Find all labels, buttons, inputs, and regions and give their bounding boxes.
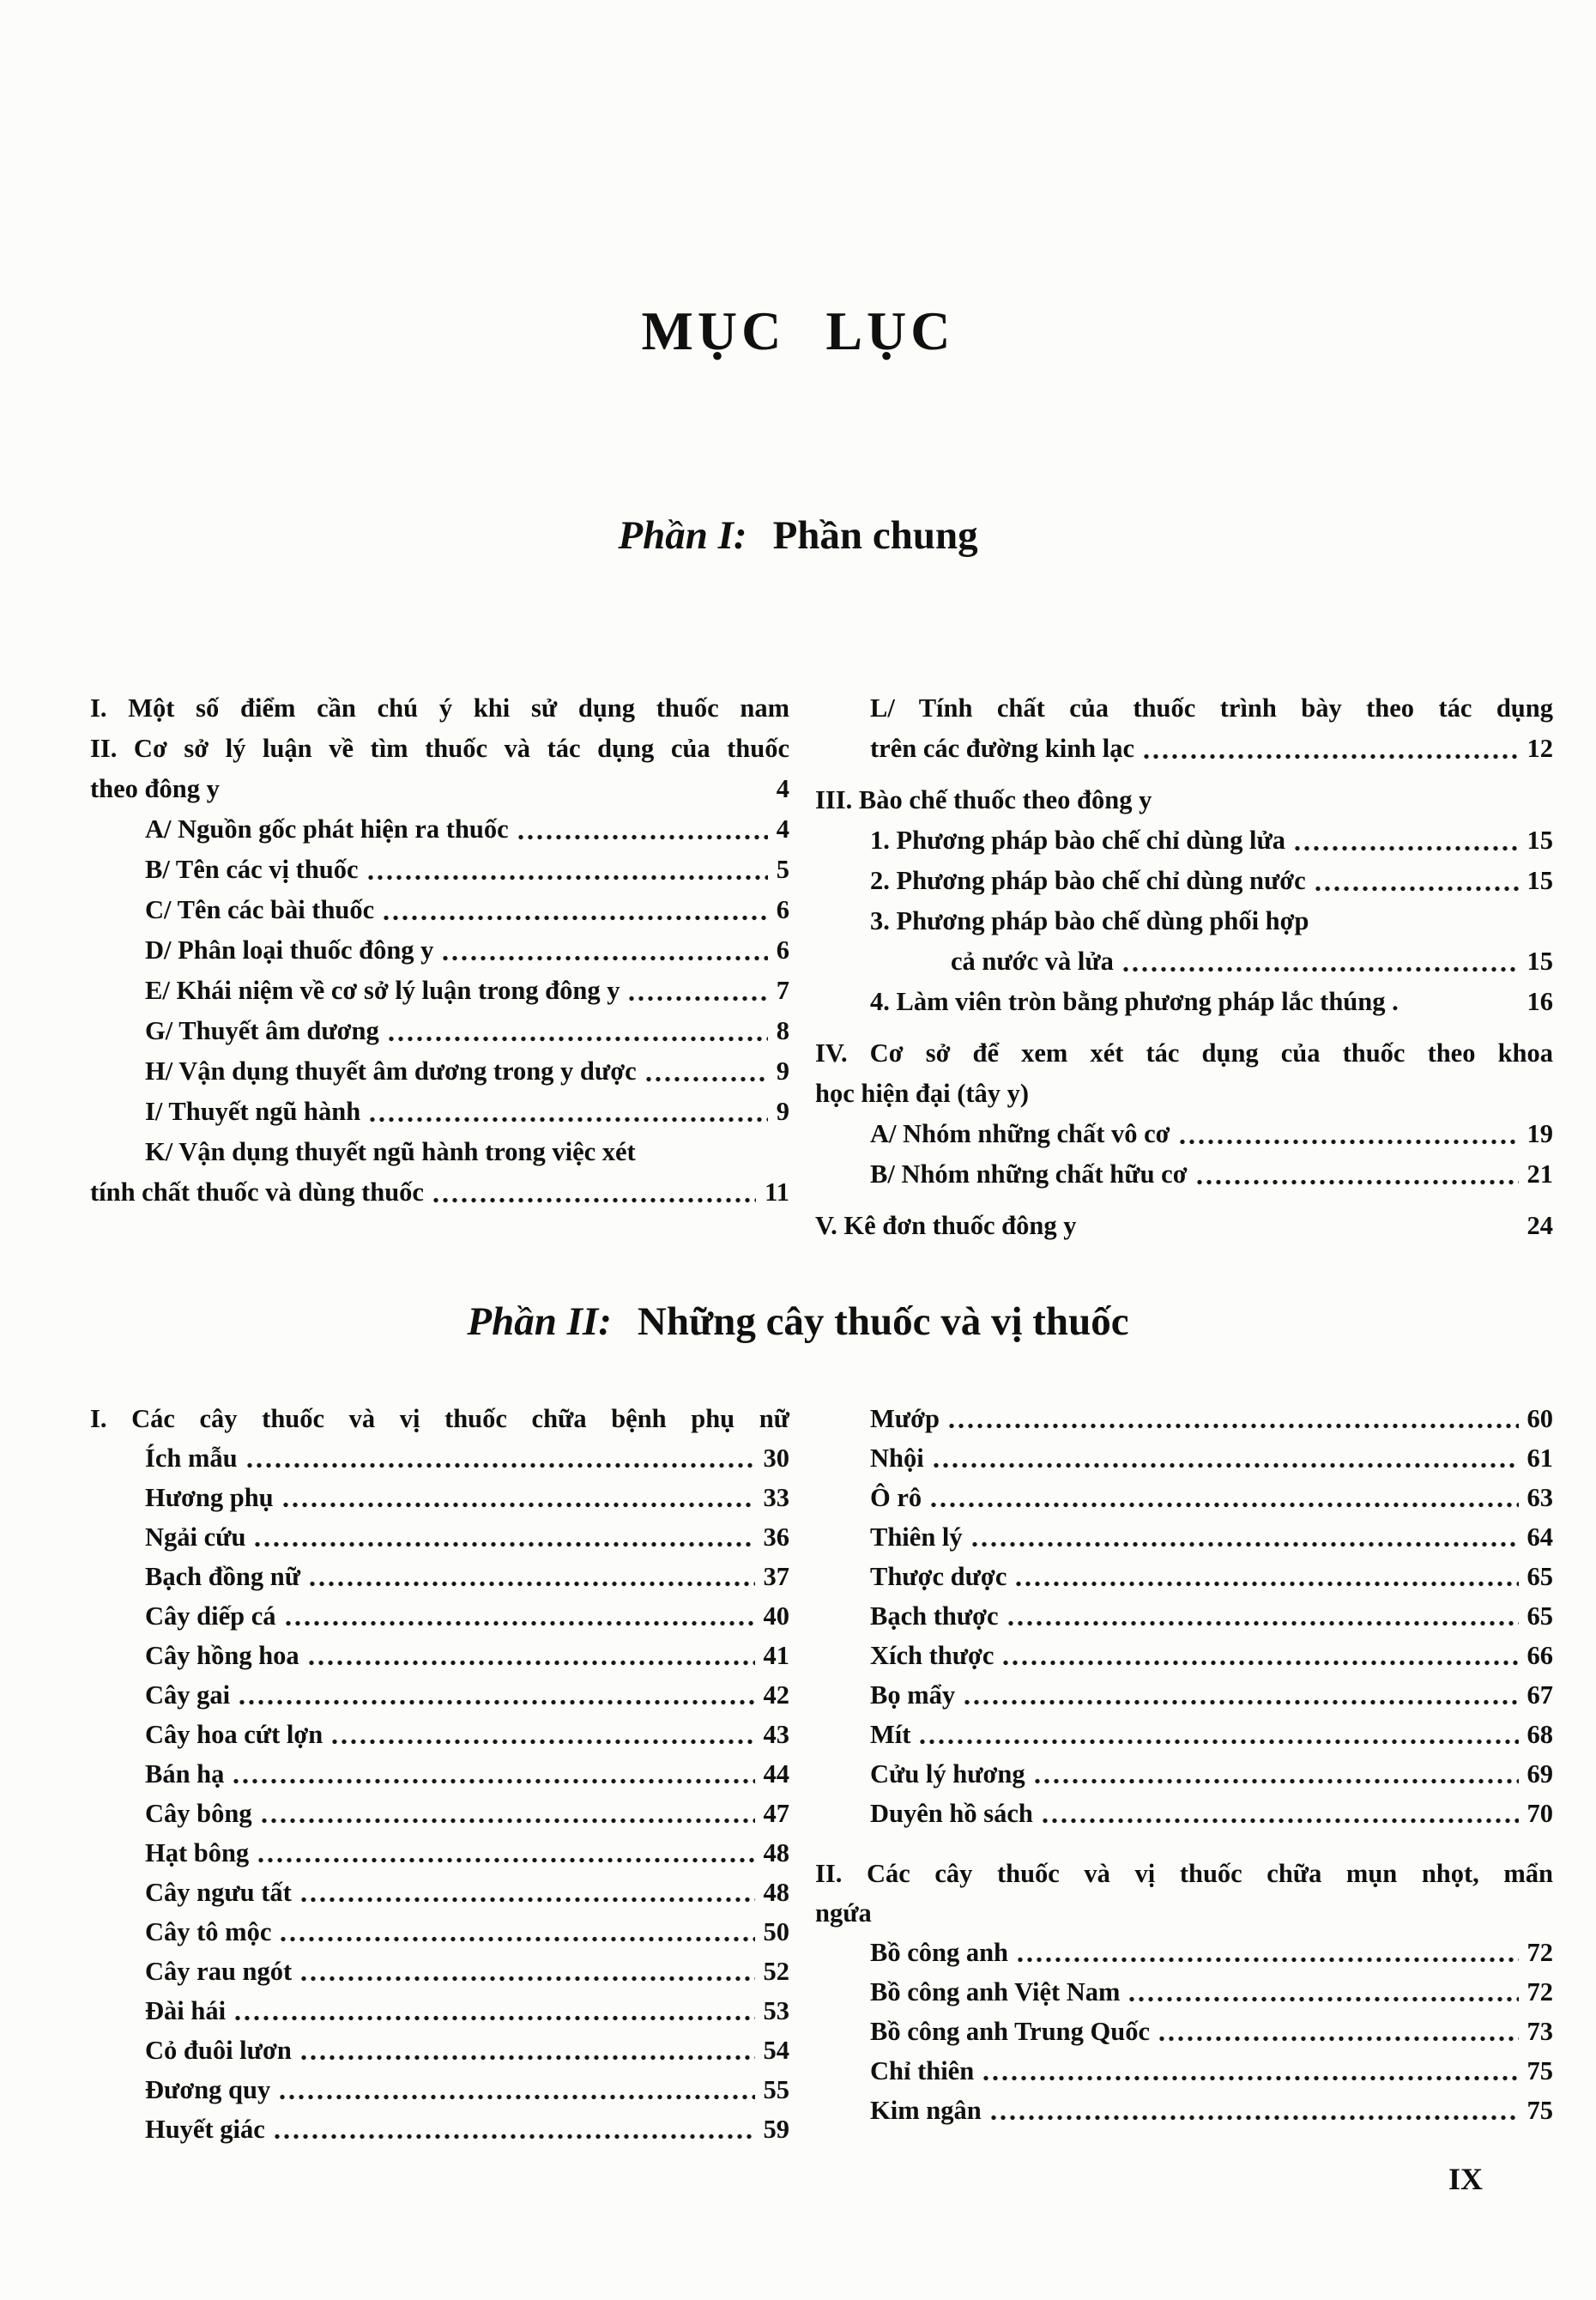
- dot-leader: [517, 834, 768, 840]
- entry-page-number: 9: [776, 1097, 789, 1126]
- part2-right-column: [815, 1399, 1553, 2130]
- entry-text: D/ Phân loại thuốc đông y: [145, 935, 434, 965]
- entry-page-number: 19: [1526, 1119, 1553, 1148]
- entry-text: I/ Thuyết ngũ hành: [145, 1097, 361, 1126]
- entry-page-number: 50: [763, 1917, 789, 1946]
- dot-leader: [366, 875, 768, 881]
- entry-text: Bạch thược: [870, 1601, 999, 1631]
- entry-text: III. Bào chế thuốc theo đông y: [815, 785, 1152, 814]
- entry-text: Bạch đồng nữ: [145, 1562, 301, 1591]
- dot-leader: [644, 1076, 768, 1082]
- toc-entry: [815, 1933, 1553, 1972]
- entry-text: Kim ngân: [870, 2096, 982, 2125]
- entry-text: L/ Tính chất của thuốc trình bày theo tác dụng: [870, 693, 1553, 723]
- dot-leader: [279, 1936, 754, 1942]
- entry-page-number: 4: [776, 814, 789, 844]
- toc-entry: [90, 1833, 789, 1873]
- toc-section-heading: [815, 1074, 1553, 1114]
- dot-leader: [368, 1117, 768, 1123]
- toc-entry: [90, 809, 789, 850]
- entry-text: G/ Thuyết âm dương: [145, 1016, 379, 1045]
- dot-leader: [1121, 966, 1519, 972]
- dot-leader: [284, 1620, 755, 1626]
- toc-entry: [815, 1154, 1553, 1195]
- entry-page-number: 55: [763, 2075, 789, 2104]
- entry-text: K/ Vận dụng thuyết ngũ hành trong việc xét: [145, 1137, 636, 1166]
- toc-entry: [815, 820, 1553, 861]
- entry-page-number: 4: [776, 774, 789, 803]
- toc-entry: [90, 1132, 789, 1172]
- part1-title: Phần chung: [772, 513, 978, 558]
- entry-page-number: 75: [1526, 2056, 1553, 2085]
- entry-page-number: 21: [1526, 1159, 1553, 1189]
- entry-text: theo đông y: [90, 774, 220, 803]
- entry-text: Ích mẫu: [145, 1444, 238, 1473]
- entry-page-number: 59: [763, 2115, 789, 2144]
- entry-text: 3. Phương pháp bào chế dùng phối hợp: [870, 906, 1309, 935]
- toc-entry: [815, 1114, 1553, 1154]
- dot-leader: [929, 1502, 1518, 1508]
- toc-entry: [815, 861, 1553, 901]
- dot-leader: [307, 1660, 755, 1666]
- dot-leader: [1007, 1620, 1519, 1626]
- entry-text: Chỉ thiên: [870, 2056, 975, 2085]
- part2-label: Phần II:: [467, 1299, 612, 1344]
- dot-leader: [257, 1857, 754, 1863]
- entry-page-number: 48: [763, 1878, 789, 1907]
- entry-text: A/ Nguồn gốc phát hiện ra thuốc: [145, 814, 509, 844]
- toc-entry: [90, 1754, 789, 1794]
- part2-left-column: [90, 1399, 789, 2149]
- toc-section-heading: [815, 1206, 1553, 1246]
- toc-entry: [90, 2109, 789, 2149]
- entry-page-number: 24: [1526, 1211, 1553, 1240]
- toc-entry: [90, 1011, 789, 1051]
- dot-leader: [1293, 845, 1518, 851]
- entry-text: Cửu lý hương: [870, 1759, 1025, 1789]
- toc-entry: [90, 1092, 789, 1132]
- toc-entry: [90, 971, 789, 1011]
- toc-entry: [815, 941, 1553, 982]
- toc-entry: [815, 2051, 1553, 2091]
- toc-entry: [815, 901, 1553, 941]
- toc-entry: [815, 1794, 1553, 1833]
- entry-text: Nhội: [870, 1444, 924, 1473]
- dot-leader: [432, 1197, 756, 1203]
- entry-page-number: 8: [776, 1016, 789, 1045]
- toc-entry: [90, 1051, 789, 1092]
- toc-entry: [90, 1172, 789, 1213]
- entry-text: 2. Phương pháp bào chế chỉ dùng nước: [870, 866, 1306, 895]
- toc-entry: [815, 1754, 1553, 1794]
- entry-text: Xích thược: [870, 1641, 994, 1670]
- entry-text: Đài hái: [145, 1996, 227, 2025]
- toc-entry: [815, 1675, 1553, 1715]
- toc-entry: [90, 1715, 789, 1754]
- entry-page-number: 7: [776, 976, 789, 1005]
- dot-leader: [299, 1976, 754, 1982]
- dot-leader: [299, 2055, 755, 2061]
- toc-entry: [815, 2091, 1553, 2130]
- entry-page-number: 67: [1526, 1680, 1553, 1710]
- entry-page-number: 9: [776, 1056, 789, 1086]
- entry-text: Ô rô: [870, 1483, 922, 1512]
- toc-entry: [90, 1675, 789, 1715]
- toc-entry: [90, 890, 789, 930]
- entry-text: 4. Làm viên tròn bằng phương pháp lắc thúng .: [870, 987, 1399, 1016]
- entry-text: Cây hồng hoa: [145, 1641, 299, 1670]
- toc-entry: [90, 850, 789, 890]
- dot-leader: [1033, 1778, 1519, 1784]
- entry-page-number: 33: [763, 1483, 789, 1512]
- entry-page-number: 42: [763, 1680, 789, 1710]
- toc-entry: [815, 688, 1553, 729]
- dot-leader: [238, 1699, 754, 1705]
- toc-section-heading: [815, 780, 1553, 820]
- part1-columns: [0, 688, 1596, 1246]
- entry-text: Bọ mẩy: [870, 1680, 956, 1710]
- entry-text: Hương phụ: [145, 1483, 274, 1512]
- entry-text: Cây bông: [145, 1799, 252, 1828]
- toc-entry: [815, 1636, 1553, 1675]
- entry-page-number: 63: [1526, 1483, 1553, 1512]
- toc-section-heading: [90, 1399, 789, 1438]
- entry-page-number: 61: [1526, 1444, 1553, 1473]
- toc-entry: [90, 2031, 789, 2070]
- entry-text: E/ Khái niệm về cơ sở lý luận trong đông y: [145, 976, 620, 1005]
- toc-entry: [815, 1715, 1553, 1754]
- toc-entry: [815, 982, 1553, 1022]
- entry-page-number: 37: [763, 1562, 789, 1591]
- entry-text: Huyết giác: [145, 2115, 265, 2144]
- toc-entry: [90, 1912, 789, 1952]
- dot-leader: [989, 2115, 1519, 2121]
- entry-page-number: 60: [1526, 1404, 1553, 1433]
- entry-text: học hiện đại (tây y): [815, 1079, 1030, 1108]
- toc-entry: [815, 1399, 1553, 1438]
- dot-leader: [918, 1739, 1518, 1745]
- entry-page-number: 44: [763, 1759, 789, 1789]
- entry-text: Bồ công anh Việt Nam: [870, 1977, 1121, 2006]
- entry-text: Hạt bông: [145, 1838, 250, 1867]
- entry-page-number: 70: [1526, 1799, 1553, 1828]
- dot-leader: [1127, 1996, 1518, 2002]
- entry-text: cả nước và lửa: [951, 947, 1114, 976]
- entry-page-number: 69: [1526, 1759, 1553, 1789]
- entry-text: trên các đường kinh lạc: [870, 734, 1135, 763]
- entry-text: I. Một số điểm cần chú ý khi sử dụng thuốc nam: [90, 693, 789, 723]
- toc-entry: [815, 1438, 1553, 1478]
- toc-entry: [90, 1557, 789, 1596]
- part2-columns: [0, 1399, 1596, 2149]
- entry-page-number: 11: [765, 1177, 789, 1207]
- toc-entry: [90, 1991, 789, 2031]
- dot-leader: [253, 1541, 754, 1547]
- entry-page-number: 73: [1526, 2017, 1553, 2046]
- part2-title: Những cây thuốc và vị thuốc: [637, 1299, 1129, 1344]
- entry-page-number: 41: [763, 1641, 789, 1670]
- entry-text: Cây diếp cá: [145, 1601, 276, 1631]
- entry-page-number: 15: [1526, 866, 1553, 895]
- dot-leader: [1178, 1139, 1519, 1145]
- entry-page-number: 40: [763, 1601, 789, 1631]
- toc-entry: [90, 1636, 789, 1675]
- entry-text: C/ Tên các bài thuốc: [145, 895, 375, 924]
- dot-leader: [1195, 1179, 1519, 1185]
- entry-page-number: 30: [763, 1444, 789, 1473]
- entry-page-number: 64: [1526, 1522, 1553, 1552]
- entry-text: V. Kê đơn thuốc đông y: [815, 1211, 1077, 1240]
- entry-page-number: 16: [1526, 987, 1553, 1016]
- toc-entry: [815, 2012, 1553, 2051]
- entry-page-number: 15: [1526, 947, 1553, 976]
- entry-page-number: 6: [776, 895, 789, 924]
- toc-section-heading: [815, 1893, 1553, 1933]
- toc-entry: [815, 1557, 1553, 1596]
- entry-page-number: 75: [1526, 2096, 1553, 2125]
- dot-leader: [441, 955, 767, 961]
- dot-leader: [1014, 1581, 1518, 1587]
- toc-entry: [815, 1596, 1553, 1636]
- toc-entry: [90, 1596, 789, 1636]
- entry-text: 1. Phương pháp bào chế chỉ dùng lửa: [870, 826, 1286, 855]
- entry-text: B/ Tên các vị thuốc: [145, 855, 359, 884]
- toc-section-heading: [815, 1854, 1553, 1893]
- dot-leader: [1016, 1957, 1518, 1963]
- entry-text: Cây ngưu tất: [145, 1878, 292, 1907]
- dot-leader: [1158, 2036, 1519, 2042]
- entry-text: Bán hạ: [145, 1759, 225, 1789]
- entry-text: Cây rau ngót: [145, 1957, 293, 1986]
- part2-heading: [0, 1296, 1596, 1347]
- entry-page-number: 43: [763, 1720, 789, 1749]
- entry-page-number: 53: [763, 1996, 789, 2025]
- toc-entry: [815, 1972, 1553, 2012]
- entry-page-number: 47: [763, 1799, 789, 1828]
- dot-leader: [627, 996, 767, 1002]
- dot-leader: [947, 1423, 1519, 1429]
- entry-text: Thược dược: [870, 1562, 1007, 1591]
- part1-left-column: [90, 688, 789, 1213]
- entry-text: H/ Vận dụng thuyết âm dương trong y dược: [145, 1056, 637, 1086]
- dot-leader: [330, 1739, 754, 1745]
- entry-text: Mít: [870, 1720, 911, 1749]
- entry-text: Cỏ đuôi lươn: [145, 2036, 292, 2065]
- entry-text: ngứa: [815, 1898, 872, 1928]
- toc-entry: [90, 1873, 789, 1912]
- entry-text: Bồ công anh Trung Quốc: [870, 2017, 1150, 2046]
- entry-text: Bồ công anh: [870, 1938, 1009, 1967]
- dot-leader: [382, 915, 768, 921]
- entry-text: Cây gai: [145, 1680, 231, 1710]
- part1-right-column: [815, 688, 1553, 1246]
- entry-text: Duyên hồ sách: [870, 1799, 1033, 1828]
- entry-page-number: 48: [763, 1838, 789, 1867]
- entry-text: A/ Nhóm những chất vô cơ: [870, 1119, 1170, 1148]
- dot-leader: [970, 1541, 1519, 1547]
- dot-leader: [932, 1462, 1519, 1468]
- dot-leader: [387, 1036, 768, 1042]
- toc-section-heading: [815, 1033, 1553, 1074]
- dot-leader: [1314, 886, 1519, 892]
- entry-page-number: 52: [763, 1957, 789, 1986]
- toc-entry: [90, 1517, 789, 1557]
- dot-leader: [963, 1699, 1518, 1705]
- entry-text: B/ Nhóm những chất hữu cơ: [870, 1159, 1188, 1189]
- dot-leader: [260, 1818, 755, 1824]
- entry-text: Cây hoa cứt lợn: [145, 1720, 323, 1749]
- entry-text: Thiên lý: [870, 1522, 963, 1552]
- entry-page-number: 15: [1526, 826, 1553, 855]
- toc-entry: [90, 1952, 789, 1991]
- entry-text: Mướp: [870, 1404, 940, 1433]
- entry-page-number: 12: [1526, 734, 1553, 763]
- toc-entry: [815, 1478, 1553, 1517]
- toc-entry: [90, 1438, 789, 1478]
- toc-section-heading: [90, 729, 789, 769]
- entry-text: I. Các cây thuốc và vị thuốc chữa bệnh phụ nữ: [90, 1404, 789, 1433]
- dot-leader: [273, 2134, 755, 2140]
- toc-entry: [90, 2070, 789, 2109]
- dot-leader: [1142, 754, 1518, 760]
- dot-leader: [982, 2075, 1518, 2081]
- entry-page-number: 68: [1526, 1720, 1553, 1749]
- entry-page-number: 72: [1526, 1938, 1553, 1967]
- toc-section-heading: [90, 769, 789, 809]
- entry-text: Ngải cứu: [145, 1522, 246, 1552]
- entry-text: tính chất thuốc và dùng thuốc: [90, 1177, 424, 1207]
- entry-text: IV. Cơ sở để xem xét tác dụng của thuốc theo khoa: [815, 1038, 1553, 1068]
- entry-page-number: 6: [776, 935, 789, 965]
- dot-leader: [233, 2015, 754, 2021]
- entry-text: II. Các cây thuốc và vị thuốc chữa mụn nhọt, mẩn: [815, 1859, 1553, 1888]
- toc-entry: [815, 1517, 1553, 1557]
- entry-page-number: 36: [763, 1522, 789, 1552]
- entry-page-number: 5: [776, 855, 789, 884]
- page-number: IX: [1448, 2162, 1484, 2196]
- page-title: MỤC LỤC: [641, 300, 955, 361]
- entry-page-number: 65: [1526, 1562, 1553, 1591]
- dot-leader: [245, 1462, 755, 1468]
- dot-leader: [1041, 1818, 1519, 1824]
- entry-text: Cây tô mộc: [145, 1917, 272, 1946]
- toc-section-heading: [90, 688, 789, 729]
- dot-leader: [281, 1502, 755, 1508]
- dot-leader: [232, 1778, 754, 1784]
- part1-heading: [0, 510, 1596, 561]
- entry-page-number: 72: [1526, 1977, 1553, 2006]
- dot-leader: [1001, 1660, 1518, 1666]
- entry-page-number: 65: [1526, 1601, 1553, 1631]
- entry-text: II. Cơ sở lý luận về tìm thuốc và tác dụng của thuốc: [90, 734, 789, 763]
- toc-entry: [815, 729, 1553, 769]
- entry-page-number: 54: [763, 2036, 789, 2065]
- toc-entry: [90, 930, 789, 971]
- toc-entry: [90, 1478, 789, 1517]
- dot-leader: [299, 1897, 755, 1903]
- dot-leader: [308, 1581, 754, 1587]
- dot-leader: [278, 2094, 754, 2100]
- entry-page-number: 66: [1526, 1641, 1553, 1670]
- entry-text: Đương quy: [145, 2075, 271, 2104]
- toc-entry: [90, 1794, 789, 1833]
- part1-label: Phần I:: [618, 513, 747, 558]
